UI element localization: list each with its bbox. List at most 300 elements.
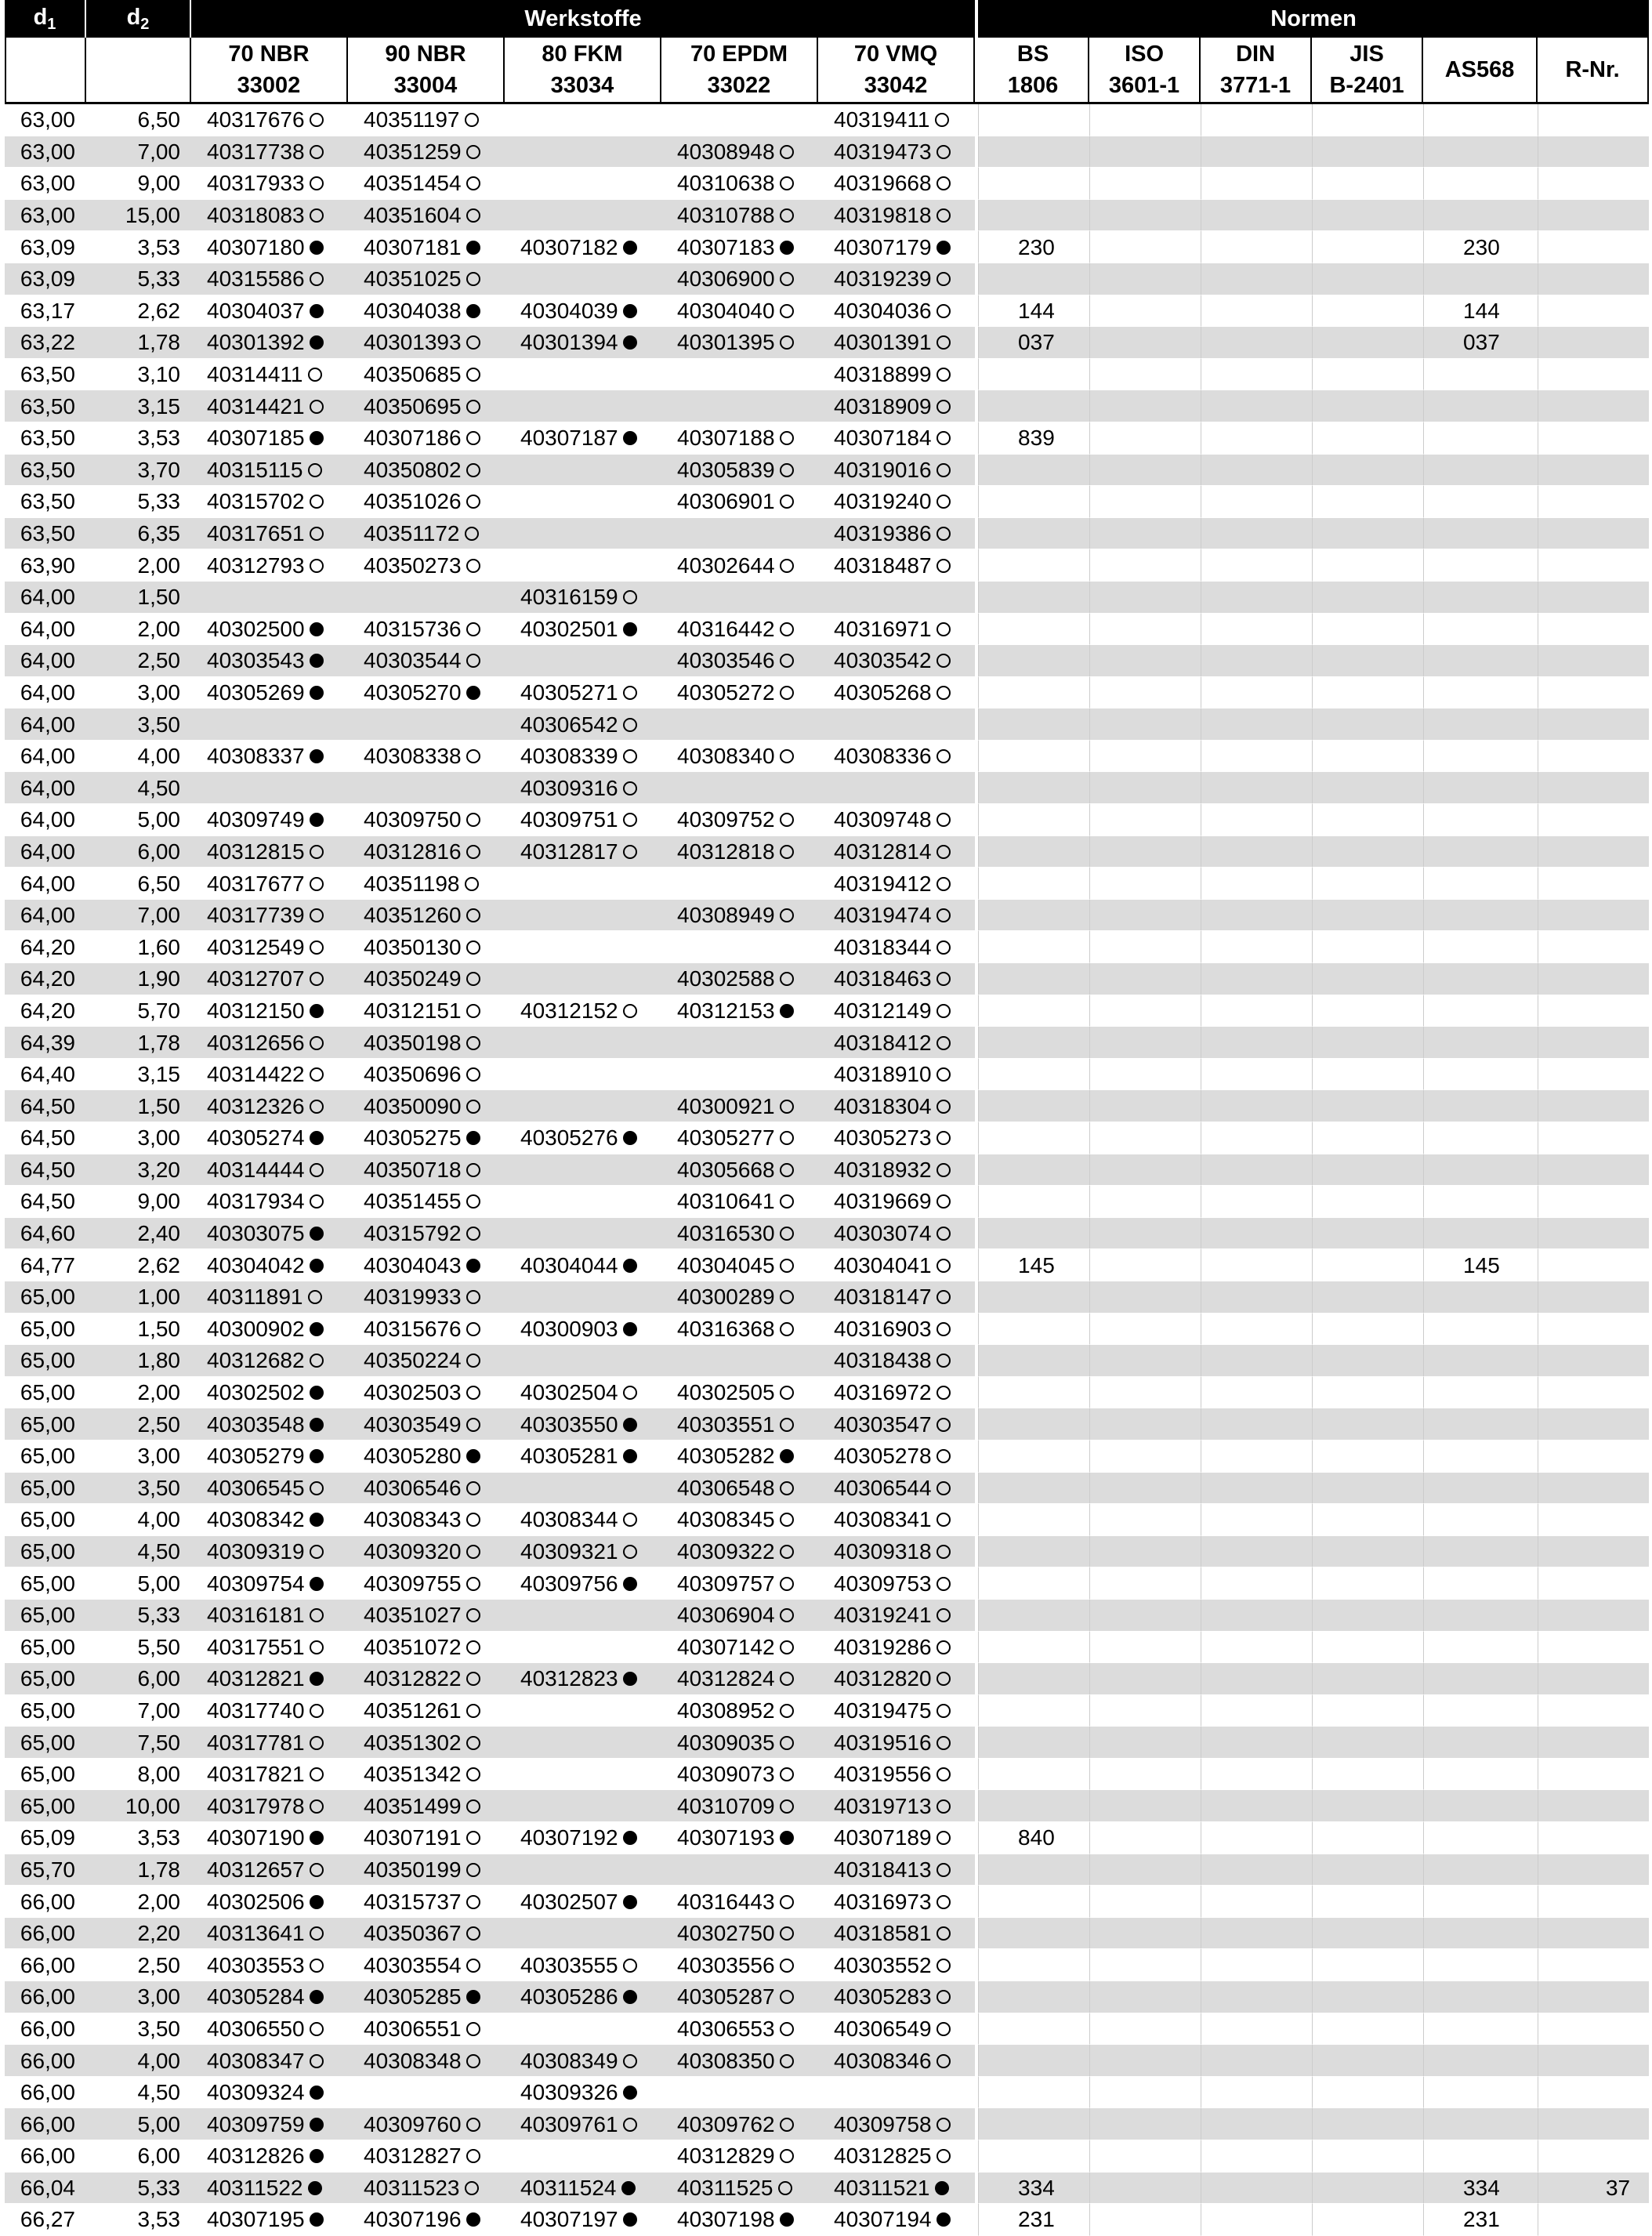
open-circle-icon bbox=[310, 1863, 324, 1877]
material-cell-70nbr bbox=[191, 390, 348, 422]
filled-circle-icon bbox=[310, 1577, 324, 1591]
standard-cell-iso bbox=[1089, 1249, 1201, 1281]
article-number: 40351198 bbox=[364, 871, 460, 896]
standard-cell-rnr bbox=[1538, 327, 1649, 359]
standard-cell-bs bbox=[978, 1408, 1089, 1441]
article-number: 40317781 bbox=[207, 1730, 305, 1755]
standard-cell-din bbox=[1201, 1790, 1312, 1822]
open-circle-icon bbox=[466, 2118, 480, 2132]
standard-cell-iso bbox=[1089, 1154, 1201, 1187]
standard-cell-jis bbox=[1312, 2140, 1423, 2173]
material-cell-70nbr bbox=[191, 1600, 348, 1632]
d1-symbol: d bbox=[33, 4, 48, 30]
standard-cell-as568 bbox=[1423, 582, 1538, 614]
standard-cell-bs bbox=[978, 900, 1089, 932]
article-number: 40315792 bbox=[364, 1221, 462, 1246]
article-number: 40305839 bbox=[677, 457, 775, 482]
standard-cell-bs bbox=[978, 486, 1089, 518]
article-number: 40306551 bbox=[364, 2016, 462, 2041]
standard-cell-din bbox=[1201, 1918, 1312, 1950]
standard-cell-din bbox=[1201, 549, 1312, 582]
d1-cell: 65,00 bbox=[5, 1695, 86, 1727]
standard-cell-jis bbox=[1312, 1218, 1423, 1250]
open-circle-icon bbox=[623, 686, 637, 700]
material-cell-70vmq bbox=[818, 2173, 975, 2205]
open-circle-icon bbox=[780, 1799, 794, 1814]
article-number: 40310638 bbox=[677, 171, 775, 196]
filled-circle-icon bbox=[780, 1004, 794, 1018]
article-number: 40312152 bbox=[520, 998, 618, 1023]
material-cell-70nbr bbox=[191, 2204, 348, 2236]
standard-cell-rnr bbox=[1538, 104, 1649, 136]
material-cell-70epdm bbox=[661, 2173, 818, 2205]
standard-cell-iso bbox=[1089, 104, 1201, 136]
d1-cell: 64,00 bbox=[5, 772, 86, 804]
d1-cell: 65,00 bbox=[5, 1536, 86, 1568]
article-number: 40307185 bbox=[207, 426, 305, 451]
standard-cell-rnr bbox=[1538, 1918, 1649, 1950]
material-cell-70vmq bbox=[818, 200, 975, 232]
material-cell-70vmq bbox=[818, 263, 975, 295]
standard-cell-jis bbox=[1312, 2173, 1423, 2205]
standard-cell-rnr bbox=[1538, 614, 1649, 646]
standard-cell-rnr bbox=[1538, 645, 1649, 677]
standard-cell-rnr bbox=[1538, 1759, 1649, 1791]
article-number: 40318412 bbox=[834, 1030, 932, 1055]
standard-cell-iso bbox=[1089, 1536, 1201, 1568]
article-number: 40302501 bbox=[520, 616, 618, 641]
d2-cell: 7,00 bbox=[86, 136, 191, 169]
article-number: 40305268 bbox=[834, 679, 932, 705]
filled-circle-icon bbox=[623, 1831, 637, 1845]
standard-cell-as568: 145 bbox=[1423, 1249, 1538, 1281]
filled-circle-icon bbox=[310, 1831, 324, 1845]
article-number: 40312820 bbox=[834, 1666, 932, 1691]
d2-cell: 9,00 bbox=[86, 1186, 191, 1218]
article-number: 40303552 bbox=[834, 1952, 932, 1977]
d2-cell: 3,50 bbox=[86, 1473, 191, 1505]
standard-cell-iso bbox=[1089, 422, 1201, 455]
standard-cell-jis bbox=[1312, 486, 1423, 518]
material-cell-70nbr bbox=[191, 455, 348, 487]
oring-catalog-table bbox=[5, 0, 1649, 2236]
article-number: 40350802 bbox=[364, 457, 462, 482]
standard-cell-iso bbox=[1089, 1790, 1201, 1822]
d2-cell: 5,33 bbox=[86, 2173, 191, 2205]
d2-subheader-blank bbox=[86, 38, 191, 104]
material-cell-70vmq bbox=[818, 1186, 975, 1218]
d1-cell: 63,50 bbox=[5, 422, 86, 455]
open-circle-icon bbox=[780, 972, 794, 986]
standard-cell-as568 bbox=[1423, 549, 1538, 582]
open-circle-icon bbox=[780, 2054, 794, 2068]
article-number: 40303551 bbox=[677, 1412, 775, 1437]
article-number: 40306900 bbox=[677, 266, 775, 292]
material-cell-70nbr bbox=[191, 1027, 348, 1059]
material-cell-70nbr bbox=[191, 1377, 348, 1409]
material-cell-70epdm bbox=[661, 1632, 818, 1664]
material-cell-70vmq bbox=[818, 708, 975, 741]
material-cell-70epdm bbox=[661, 2108, 818, 2140]
material-cell-90nbr bbox=[348, 1186, 505, 1218]
d2-cell: 3,53 bbox=[86, 1822, 191, 1854]
d2-cell: 3,53 bbox=[86, 2204, 191, 2236]
open-circle-icon bbox=[780, 559, 794, 573]
standard-cell-jis bbox=[1312, 1441, 1423, 1473]
standard-cell-rnr bbox=[1538, 359, 1649, 391]
standard-cell-rnr bbox=[1538, 931, 1649, 963]
material-cell-70epdm bbox=[661, 995, 818, 1027]
article-number: 40351455 bbox=[364, 1189, 462, 1214]
material-cell-70nbr bbox=[191, 200, 348, 232]
table-row bbox=[5, 1886, 1649, 1918]
material-cell-70vmq bbox=[818, 2045, 975, 2077]
article-number: 40303553 bbox=[207, 1952, 305, 1977]
article-number: 40306542 bbox=[520, 712, 618, 737]
open-circle-icon bbox=[780, 1100, 794, 1114]
d2-cell: 6,00 bbox=[86, 2140, 191, 2173]
open-circle-icon bbox=[310, 940, 324, 955]
open-circle-icon bbox=[936, 1290, 951, 1304]
article-number: 40317651 bbox=[207, 521, 305, 546]
article-number: 40306550 bbox=[207, 2016, 305, 2041]
open-circle-icon bbox=[936, 845, 951, 859]
standard-cell-jis bbox=[1312, 2108, 1423, 2140]
d1-cell: 65,00 bbox=[5, 1632, 86, 1664]
standard-cell-rnr bbox=[1538, 1027, 1649, 1059]
article-number: 40319668 bbox=[834, 171, 932, 196]
standard-cell-din bbox=[1201, 708, 1312, 741]
standard-cell-din bbox=[1201, 136, 1312, 169]
article-number: 40303549 bbox=[364, 1412, 462, 1437]
standard-cell-rnr bbox=[1538, 136, 1649, 169]
table-row bbox=[5, 359, 1649, 391]
standard-cell-rnr bbox=[1538, 422, 1649, 455]
material-cell-70vmq bbox=[818, 2204, 975, 2236]
material-cell-80fkm bbox=[505, 645, 661, 677]
article-number: 40312826 bbox=[207, 2144, 305, 2169]
material-cell-70nbr bbox=[191, 549, 348, 582]
open-circle-icon bbox=[936, 1067, 951, 1082]
standard-cell-iso bbox=[1089, 1441, 1201, 1473]
standard-cell-bs bbox=[978, 1090, 1089, 1122]
material-cell-70vmq bbox=[818, 2013, 975, 2046]
material-cell-90nbr bbox=[348, 868, 505, 900]
open-circle-icon bbox=[310, 877, 324, 891]
standard-cell-jis bbox=[1312, 168, 1423, 200]
article-number: 40351259 bbox=[364, 139, 462, 164]
article-number: 40319411 bbox=[834, 107, 930, 132]
standard-cell-bs bbox=[978, 1186, 1089, 1218]
d1-cell: 63,22 bbox=[5, 327, 86, 359]
d2-cell: 2,00 bbox=[86, 1377, 191, 1409]
open-circle-icon bbox=[780, 1545, 794, 1559]
standard-cell-jis bbox=[1312, 1090, 1423, 1122]
article-number: 40350367 bbox=[364, 1921, 462, 1946]
d1-cell: 65,00 bbox=[5, 1377, 86, 1409]
filled-circle-icon bbox=[310, 2118, 324, 2132]
d2-subscript: 2 bbox=[140, 15, 150, 33]
material-cell-70nbr bbox=[191, 1695, 348, 1727]
article-number: 40319475 bbox=[834, 1698, 932, 1723]
d2-cell: 4,00 bbox=[86, 741, 191, 773]
d1-cell: 64,00 bbox=[5, 677, 86, 709]
standard-cell-jis bbox=[1312, 1759, 1423, 1791]
standard-cell-din bbox=[1201, 1314, 1312, 1346]
article-number: 40308346 bbox=[834, 2048, 932, 2073]
standard-cell-jis bbox=[1312, 772, 1423, 804]
table-row bbox=[5, 582, 1649, 614]
material-cell-90nbr bbox=[348, 1918, 505, 1950]
d2-cell: 5,33 bbox=[86, 1600, 191, 1632]
material-cell-70nbr bbox=[191, 1886, 348, 1918]
open-circle-icon bbox=[310, 113, 324, 127]
d2-cell: 5,00 bbox=[86, 804, 191, 836]
article-number: 40315115 bbox=[207, 457, 303, 482]
article-number: 40316972 bbox=[834, 1380, 932, 1405]
d2-cell: 3,00 bbox=[86, 1441, 191, 1473]
d2-cell: 3,15 bbox=[86, 390, 191, 422]
article-number: 40302588 bbox=[677, 966, 775, 991]
open-circle-icon bbox=[936, 1418, 951, 1432]
open-circle-icon bbox=[936, 1194, 951, 1209]
material-cell-70nbr bbox=[191, 1567, 348, 1600]
article-number: 40307179 bbox=[834, 234, 932, 259]
material-cell-90nbr bbox=[348, 2204, 505, 2236]
article-number: 40303542 bbox=[834, 648, 932, 673]
filled-circle-icon bbox=[310, 304, 324, 318]
open-circle-icon bbox=[310, 1067, 324, 1082]
open-circle-icon bbox=[936, 1863, 951, 1877]
article-number: 40318910 bbox=[834, 1062, 932, 1087]
filled-circle-icon bbox=[466, 304, 480, 318]
article-number: 40309761 bbox=[520, 2111, 618, 2136]
article-number: 40306901 bbox=[677, 489, 775, 514]
standard-cell-iso bbox=[1089, 327, 1201, 359]
article-number: 40317739 bbox=[207, 903, 305, 928]
open-circle-icon bbox=[936, 1831, 951, 1845]
article-number: 40311524 bbox=[520, 2175, 617, 2200]
material-cell-70nbr bbox=[191, 2108, 348, 2140]
table-row bbox=[5, 263, 1649, 295]
standard-cell-iso bbox=[1089, 1886, 1201, 1918]
article-number: 40312326 bbox=[207, 1093, 305, 1118]
open-circle-icon bbox=[780, 845, 794, 859]
open-circle-icon bbox=[936, 1990, 951, 2004]
article-number: 40307182 bbox=[520, 234, 618, 259]
open-circle-icon bbox=[466, 1481, 480, 1495]
material-cell-70nbr bbox=[191, 1249, 348, 1281]
standard-cell-jis bbox=[1312, 1536, 1423, 1568]
open-circle-icon bbox=[780, 335, 794, 350]
article-number: 40316530 bbox=[677, 1221, 775, 1246]
filled-circle-icon bbox=[936, 241, 951, 255]
article-number: 40351302 bbox=[364, 1730, 462, 1755]
open-circle-icon bbox=[310, 1354, 324, 1368]
open-circle-icon bbox=[466, 845, 480, 859]
material-cell-70nbr bbox=[191, 359, 348, 391]
d1-cell: 65,00 bbox=[5, 1408, 86, 1441]
column-header-d2 bbox=[86, 0, 191, 38]
table-row bbox=[5, 1249, 1649, 1281]
open-circle-icon bbox=[310, 527, 324, 541]
material-cell-90nbr bbox=[348, 327, 505, 359]
open-circle-icon bbox=[308, 463, 322, 477]
standard-cell-rnr bbox=[1538, 1854, 1649, 1886]
material-cell-80fkm bbox=[505, 104, 661, 136]
standard-cell-din bbox=[1201, 1886, 1312, 1918]
open-circle-icon bbox=[780, 1926, 794, 1941]
material-cell-70vmq bbox=[818, 1886, 975, 1918]
d1-cell: 65,00 bbox=[5, 1790, 86, 1822]
material-cell-70vmq bbox=[818, 136, 975, 169]
material-cell-70epdm bbox=[661, 1790, 818, 1822]
article-number: 40351499 bbox=[364, 1793, 462, 1818]
standard-cell-as568 bbox=[1423, 1918, 1538, 1950]
standard-cell-as568 bbox=[1423, 1695, 1538, 1727]
d1-cell: 66,04 bbox=[5, 2173, 86, 2205]
article-number: 40307142 bbox=[677, 1634, 775, 1659]
d2-cell: 2,62 bbox=[86, 295, 191, 328]
filled-circle-icon bbox=[310, 1449, 324, 1463]
table-row bbox=[5, 104, 1649, 136]
article-number: 40306904 bbox=[677, 1603, 775, 1628]
standard-cell-iso bbox=[1089, 1632, 1201, 1664]
article-number: 40314444 bbox=[207, 1157, 305, 1182]
material-cell-90nbr bbox=[348, 359, 505, 391]
article-number: 40308345 bbox=[677, 1507, 775, 1532]
table-row bbox=[5, 1504, 1649, 1536]
standard-cell-rnr bbox=[1538, 295, 1649, 328]
material-cell-80fkm bbox=[505, 931, 661, 963]
standard-cell-as568 bbox=[1423, 390, 1538, 422]
open-circle-icon bbox=[936, 431, 951, 445]
d1-cell: 65,70 bbox=[5, 1854, 86, 1886]
material-cell-90nbr bbox=[348, 1632, 505, 1664]
open-circle-icon bbox=[936, 1227, 951, 1241]
article-number: 40308341 bbox=[834, 1507, 932, 1532]
standard-cell-rnr bbox=[1538, 868, 1649, 900]
material-cell-90nbr bbox=[348, 1949, 505, 1981]
material-cell-70nbr bbox=[191, 1122, 348, 1154]
material-cell-70vmq bbox=[818, 1504, 975, 1536]
standard-cell-iso bbox=[1089, 836, 1201, 868]
material-cell-70epdm bbox=[661, 2204, 818, 2236]
standard-name: R-Nr. bbox=[1565, 57, 1620, 82]
standard-cell-iso bbox=[1089, 1314, 1201, 1346]
filled-circle-icon bbox=[310, 813, 324, 827]
standard-cell-din bbox=[1201, 1663, 1312, 1695]
material-cell-70nbr bbox=[191, 1949, 348, 1981]
d1-cell: 63,90 bbox=[5, 549, 86, 582]
article-number: 40319474 bbox=[834, 903, 932, 928]
standard-cell-as568 bbox=[1423, 359, 1538, 391]
open-circle-icon bbox=[780, 1290, 794, 1304]
d2-cell: 4,00 bbox=[86, 1504, 191, 1536]
d2-cell: 3,00 bbox=[86, 677, 191, 709]
standard-cell-din bbox=[1201, 486, 1312, 518]
standard-cell-jis bbox=[1312, 1981, 1423, 2013]
material-cell-70vmq bbox=[818, 836, 975, 868]
material-cell-80fkm bbox=[505, 1090, 661, 1122]
d2-cell: 5,33 bbox=[86, 486, 191, 518]
article-number: 40309321 bbox=[520, 1539, 618, 1564]
article-number: 40312793 bbox=[207, 553, 305, 578]
article-number: 40302503 bbox=[364, 1380, 462, 1405]
material-cell-70epdm bbox=[661, 1567, 818, 1600]
material-cell-70epdm bbox=[661, 1536, 818, 1568]
standard-cell-rnr bbox=[1538, 2077, 1649, 2109]
article-number: 40319473 bbox=[834, 139, 932, 164]
open-circle-icon bbox=[623, 781, 637, 795]
standard-cell-bs bbox=[978, 104, 1089, 136]
table-row bbox=[5, 1090, 1649, 1122]
article-number: 40309324 bbox=[207, 2080, 305, 2105]
open-circle-icon bbox=[936, 2054, 951, 2068]
d1-cell: 65,00 bbox=[5, 1663, 86, 1695]
material-cell-70vmq bbox=[818, 327, 975, 359]
article-number: 40303556 bbox=[677, 1952, 775, 1977]
material-cell-70vmq bbox=[818, 1218, 975, 1250]
material-cell-80fkm bbox=[505, 868, 661, 900]
material-cell-90nbr bbox=[348, 1981, 505, 2013]
article-number: 40309319 bbox=[207, 1539, 305, 1564]
open-circle-icon bbox=[936, 813, 951, 827]
standard-cell-rnr bbox=[1538, 1218, 1649, 1250]
table-row bbox=[5, 168, 1649, 200]
open-circle-icon bbox=[936, 1640, 951, 1654]
material-cell-90nbr bbox=[348, 1314, 505, 1346]
d2-cell: 1,78 bbox=[86, 327, 191, 359]
article-number: 40312656 bbox=[207, 1030, 305, 1055]
material-code: 33004 bbox=[393, 73, 458, 98]
material-cell-70nbr bbox=[191, 1345, 348, 1377]
open-circle-icon bbox=[466, 1736, 480, 1750]
table-row bbox=[5, 2173, 1649, 2205]
standard-cell-rnr bbox=[1538, 582, 1649, 614]
article-number: 40302502 bbox=[207, 1380, 305, 1405]
material-cell-70vmq bbox=[818, 1281, 975, 1314]
standard-cell-as568 bbox=[1423, 741, 1538, 773]
article-number: 40312816 bbox=[364, 839, 462, 864]
standard-cell-din bbox=[1201, 1854, 1312, 1886]
open-circle-icon bbox=[780, 686, 794, 700]
material-cell-70vmq bbox=[818, 104, 975, 136]
standard-cell-bs bbox=[978, 2108, 1089, 2140]
article-number: 40319933 bbox=[364, 1285, 462, 1310]
open-circle-icon bbox=[780, 463, 794, 477]
article-number: 40350198 bbox=[364, 1030, 462, 1055]
standard-cell-bs bbox=[978, 518, 1089, 550]
standard-cell-din bbox=[1201, 518, 1312, 550]
open-circle-icon bbox=[466, 400, 480, 414]
standard-cell-as568 bbox=[1423, 804, 1538, 836]
standard-cell-iso bbox=[1089, 168, 1201, 200]
article-number: 40305277 bbox=[677, 1125, 775, 1151]
article-number: 40319240 bbox=[834, 489, 932, 514]
article-number: 40319516 bbox=[834, 1730, 932, 1755]
article-number: 40312153 bbox=[677, 998, 775, 1023]
filled-circle-icon bbox=[623, 1322, 637, 1336]
article-number: 40312549 bbox=[207, 934, 305, 959]
standard-cell-rnr bbox=[1538, 1695, 1649, 1727]
material-cell-70epdm bbox=[661, 295, 818, 328]
open-circle-icon bbox=[936, 1704, 951, 1718]
material-cell-90nbr bbox=[348, 200, 505, 232]
standard-cell-bs bbox=[978, 1059, 1089, 1091]
standard-cell-din bbox=[1201, 455, 1312, 487]
open-circle-icon bbox=[780, 1895, 794, 1909]
